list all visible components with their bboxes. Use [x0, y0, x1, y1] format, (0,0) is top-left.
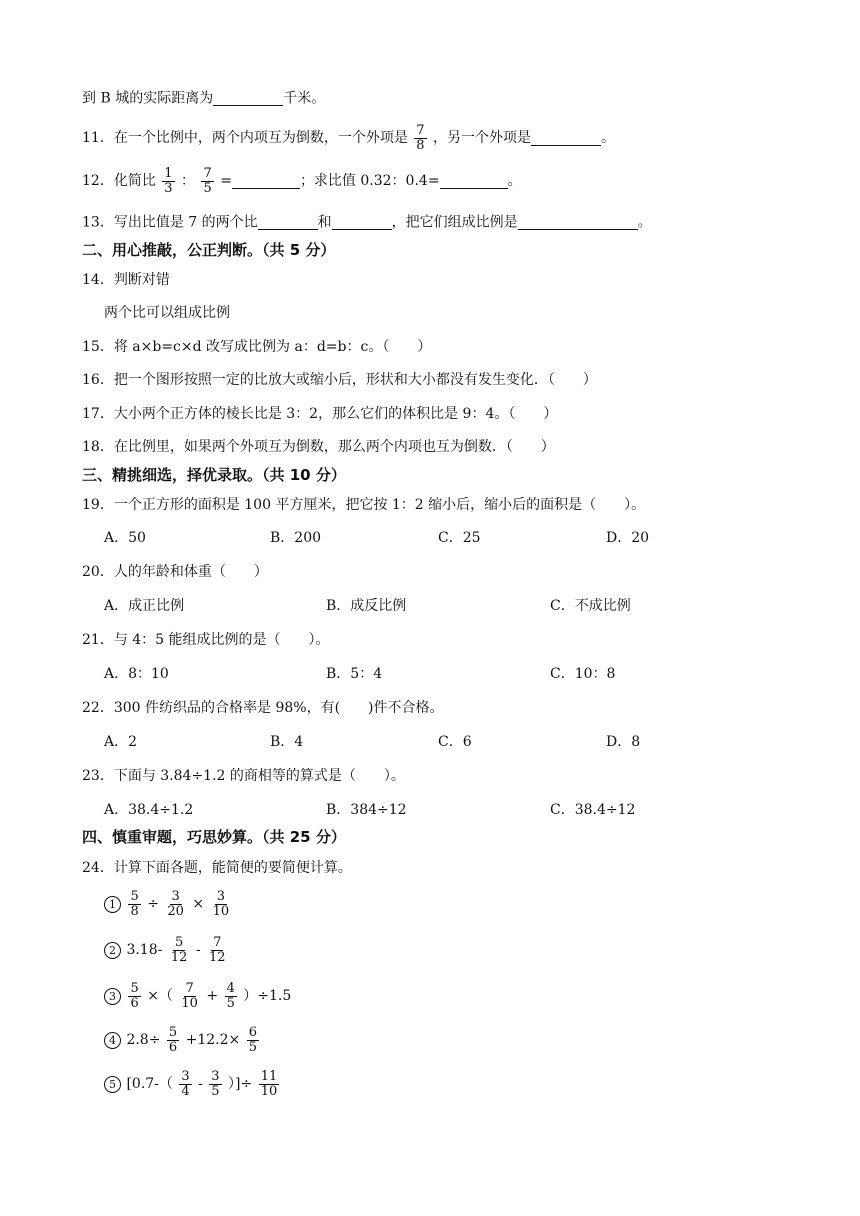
answer-blank[interactable] [531, 131, 601, 146]
option-a[interactable]: A．38.4÷1.2 [104, 802, 194, 818]
fraction: $\frac{5}{8}$ [130, 889, 139, 919]
section-heading-4: 四、慎重审题，巧思妙算。（共 25 分） [82, 828, 346, 846]
fraction: $\frac{3}{5}$ [211, 1069, 220, 1099]
fraction: $\frac{5}{12}$ [170, 935, 188, 965]
answer-blank[interactable] [213, 91, 283, 106]
option-c[interactable]: C．25 [438, 530, 481, 546]
option-c[interactable]: C．6 [438, 734, 472, 750]
fraction: $\frac{7}{12}$ [209, 935, 226, 965]
fraction: $\frac{7}{8}$ [416, 123, 425, 153]
fraction: $\frac{5}{6}$ [168, 1025, 178, 1055]
option-b[interactable]: B．成反比例 [326, 598, 407, 614]
fraction: $\frac{7}{5}$ [203, 166, 212, 196]
fraction: $\frac{4}{5}$ [226, 981, 235, 1011]
option-b[interactable]: B．384÷12 [326, 802, 407, 818]
question-18: 18．在比例里，如果两个外项互为倒数，那么两个内项也互为倒数．（ ） [82, 439, 555, 455]
expression-5: 5 [0.7-（ $\frac{3}{4}$ - $\frac{3}{5}$ ）]÷ $\frac{11}{10}$ [104, 1070, 281, 1098]
option-c[interactable]: C．10：8 [550, 666, 616, 682]
fraction: $\frac{11}{10}$ [260, 1069, 278, 1099]
option-c[interactable]: C．38.4÷12 [550, 802, 636, 818]
question-23: 23．下面与 3.84÷1.2 的商相等的算式是（ ）。 [82, 768, 405, 784]
question-22: 22．300 件纺织品的合格率是 98%，有( )件不合格。 [82, 700, 444, 716]
question-14-statement: 两个比可以组成比例 [104, 305, 230, 321]
fraction: $\frac{5}{6}$ [130, 981, 139, 1011]
section-heading-2: 二、用心推敲，公正判断。（共 5 分） [82, 241, 336, 259]
fraction: $\frac{1}{3}$ [164, 166, 173, 196]
circled-number: 4 [104, 1032, 121, 1049]
option-d[interactable]: D．20 [606, 530, 650, 546]
question-20: 20．人的年龄和体重（ ） [82, 564, 268, 580]
question-12: 12．化简比 $\frac{1}{3}$ ： $\frac{7}{5}$ = ；求比值 0.32：0.4= 。 [82, 166, 522, 196]
question-14: 14．判断对错 [82, 272, 170, 288]
expression-3: 3 $\frac{5}{6}$ ×（ $\frac{7}{10}$ + $\frac{4}{5}$ ）÷1.5 [104, 982, 291, 1010]
option-b[interactable]: B．200 [270, 530, 322, 546]
fraction: $\frac{6}{5}$ [248, 1025, 258, 1055]
option-c[interactable]: C．不成比例 [550, 598, 631, 614]
question-17: 17．大小两个正方体的棱长比是 3：2，那么它们的体积比是 9：4。（ ） [82, 406, 558, 422]
section-heading-3: 三、精挑细选，择优录取。（共 10 分） [82, 466, 346, 484]
option-d[interactable]: D．8 [606, 734, 641, 750]
answer-blank[interactable] [518, 215, 638, 230]
expression-2: 2 3.18- $\frac{5}{12}$ - $\frac{7}{12}$ [104, 936, 230, 964]
question-13: 13．写出比值是 7 的两个比 和 ，把它们组成比例是 。 [82, 214, 652, 231]
expression-4: 4 2.8÷ $\frac{5}{6}$ +12.2× $\frac{6}{5}$ [104, 1026, 261, 1054]
circled-number: 1 [104, 896, 121, 913]
q10-continuation: 到 B 城的实际距离为 千米。 [82, 90, 326, 107]
circled-number: 5 [104, 1076, 121, 1093]
answer-blank[interactable] [332, 215, 392, 230]
fraction: $\frac{3}{20}$ [167, 889, 184, 919]
option-a[interactable]: A．50 [104, 530, 146, 546]
expression-1: 1 $\frac{5}{8}$ ÷ $\frac{3}{20}$ × $\frac{3}{10}$ [104, 890, 233, 918]
question-19: 19．一个正方形的面积是 100 平方厘米，把它按 1：2 缩小后，缩小后的面积是（ ）。 [82, 497, 646, 513]
question-15: 15．将 a×b=c×d 改写成比例为 a：d=b：c。（ ） [82, 339, 432, 355]
answer-blank[interactable] [258, 215, 318, 230]
fraction: $\frac{3}{10}$ [212, 889, 230, 919]
circled-number: 2 [104, 942, 121, 959]
circled-number: 3 [104, 988, 121, 1005]
question-16: 16．把一个图形按照一定的比放大或缩小后，形状和大小都没有发生变化．（ ） [82, 372, 597, 388]
fraction: $\frac{7}{10}$ [181, 981, 198, 1011]
option-b[interactable]: B．4 [270, 734, 304, 750]
answer-blank[interactable] [232, 174, 300, 189]
question-21: 21．与 4：5 能组成比例的是（ ）。 [82, 632, 330, 648]
option-a[interactable]: A．成正比例 [104, 598, 185, 614]
fraction: $\frac{3}{4}$ [181, 1069, 190, 1099]
option-a[interactable]: A．2 [104, 734, 138, 750]
answer-blank[interactable] [440, 174, 508, 189]
question-11: 11．在一个比例中，两个内项互为倒数，一个外项是 $\frac{7}{8}$ ，另一个外项是 。 [82, 123, 616, 153]
option-a[interactable]: A．8：10 [104, 666, 169, 682]
question-24: 24．计算下面各题，能简便的要简便计算。 [82, 860, 352, 876]
option-b[interactable]: B．5：4 [326, 666, 383, 682]
